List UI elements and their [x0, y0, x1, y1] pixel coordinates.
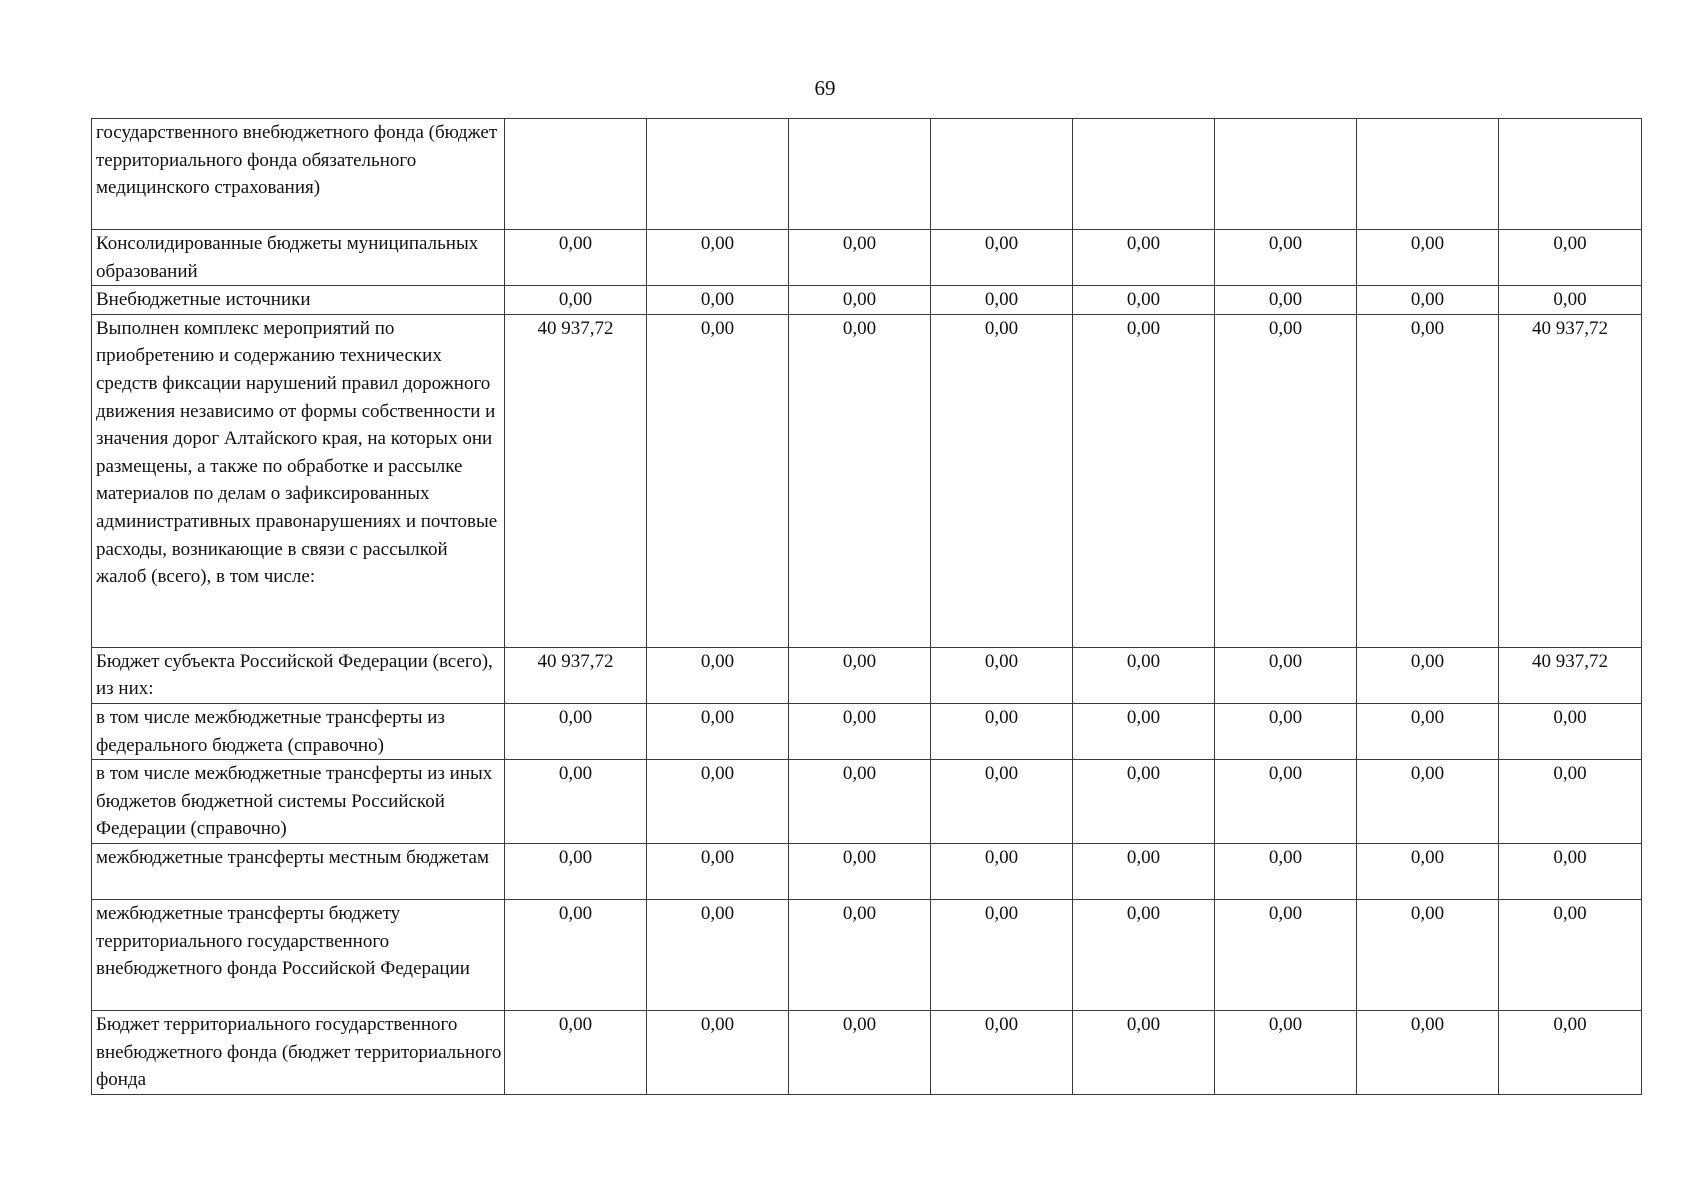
value-cell: 0,00 — [1357, 703, 1499, 759]
row-label: межбюджетные трансферты бюджету территориального государственного внебюджетного фонда Российской Федерации — [92, 900, 505, 1011]
value-cell: 0,00 — [1073, 230, 1215, 286]
value-cell: 0,00 — [1073, 314, 1215, 647]
value-cell: 0,00 — [647, 760, 789, 844]
value-cell: 0,00 — [1073, 844, 1215, 900]
value-cell: 0,00 — [1499, 760, 1642, 844]
value-cell: 0,00 — [789, 314, 931, 647]
value-cell: 0,00 — [647, 647, 789, 703]
value-cell: 0,00 — [1357, 230, 1499, 286]
value-cell: 0,00 — [1215, 286, 1357, 315]
value-cell: 0,00 — [1499, 844, 1642, 900]
value-cell — [647, 119, 789, 230]
value-cell: 0,00 — [1073, 286, 1215, 315]
value-cell: 0,00 — [505, 286, 647, 315]
value-cell: 0,00 — [1073, 760, 1215, 844]
value-cell: 0,00 — [931, 703, 1073, 759]
table-row — [92, 900, 1642, 1011]
value-cell: 0,00 — [1499, 1011, 1642, 1095]
row-label: межбюджетные трансферты местным бюджетам — [92, 844, 505, 900]
value-cell: 0,00 — [789, 647, 931, 703]
value-cell — [789, 119, 931, 230]
row-label: Выполнен комплекс мероприятий по приобретению и содержанию технических средств фиксации нарушений правил дорожного движения независимо от формы собственности и значения дорог Алтайского края, на которых они размещены, а также по обработке и рассылке материалов по делам о зафиксированных административных правонарушениях и почтовые расходы, возникающие в связи с рассылкой жалоб (всего), в том числе: — [92, 314, 505, 647]
value-cell: 0,00 — [1215, 1011, 1357, 1095]
row-label: Бюджет территориального государственного внебюджетного фонда (бюджет территориального фонда — [92, 1011, 505, 1095]
value-cell: 0,00 — [1499, 703, 1642, 759]
value-cell: 0,00 — [647, 1011, 789, 1095]
value-cell: 0,00 — [931, 1011, 1073, 1095]
value-cell: 0,00 — [1357, 1011, 1499, 1095]
value-cell: 0,00 — [1215, 760, 1357, 844]
value-cell: 40 937,72 — [505, 647, 647, 703]
value-cell: 0,00 — [1215, 703, 1357, 759]
value-cell: 0,00 — [931, 647, 1073, 703]
table-row — [92, 647, 1642, 703]
value-cell: 0,00 — [1073, 703, 1215, 759]
value-cell: 0,00 — [1073, 647, 1215, 703]
table-row — [92, 703, 1642, 759]
value-cell: 0,00 — [1357, 647, 1499, 703]
table-row — [92, 230, 1642, 286]
value-cell: 0,00 — [1499, 900, 1642, 1011]
value-cell: 0,00 — [931, 900, 1073, 1011]
value-cell: 0,00 — [931, 760, 1073, 844]
value-cell: 0,00 — [1215, 844, 1357, 900]
table-row — [92, 844, 1642, 900]
table-row — [92, 314, 1642, 647]
value-cell: 0,00 — [789, 286, 931, 315]
row-label: Бюджет субъекта Российской Федерации (всего), из них: — [92, 647, 505, 703]
value-cell: 0,00 — [1215, 900, 1357, 1011]
value-cell: 40 937,72 — [1499, 647, 1642, 703]
value-cell — [1357, 119, 1499, 230]
value-cell: 0,00 — [789, 230, 931, 286]
value-cell: 0,00 — [1357, 844, 1499, 900]
value-cell: 0,00 — [505, 760, 647, 844]
value-cell: 0,00 — [1215, 647, 1357, 703]
page-number: 69 — [814, 76, 836, 100]
value-cell: 0,00 — [789, 760, 931, 844]
value-cell: 0,00 — [647, 900, 789, 1011]
value-cell: 0,00 — [505, 844, 647, 900]
table-row — [92, 286, 1642, 315]
value-cell: 0,00 — [1357, 760, 1499, 844]
value-cell: 0,00 — [1357, 314, 1499, 647]
value-cell: 0,00 — [1357, 900, 1499, 1011]
value-cell: 0,00 — [647, 844, 789, 900]
value-cell: 0,00 — [647, 286, 789, 315]
value-cell: 0,00 — [1073, 1011, 1215, 1095]
value-cell: 40 937,72 — [505, 314, 647, 647]
value-cell: 0,00 — [789, 703, 931, 759]
value-cell — [1215, 119, 1357, 230]
value-cell — [505, 119, 647, 230]
value-cell: 0,00 — [1357, 286, 1499, 315]
table-row — [92, 1011, 1642, 1095]
value-cell: 0,00 — [505, 703, 647, 759]
value-cell: 0,00 — [505, 1011, 647, 1095]
value-cell: 0,00 — [931, 844, 1073, 900]
value-cell — [1499, 119, 1642, 230]
value-cell: 0,00 — [1215, 230, 1357, 286]
value-cell: 0,00 — [1499, 230, 1642, 286]
row-label: в том числе межбюджетные трансферты из федерального бюджета (справочно) — [92, 703, 505, 759]
value-cell: 0,00 — [505, 230, 647, 286]
value-cell — [931, 119, 1073, 230]
value-cell: 40 937,72 — [1499, 314, 1642, 647]
row-label: Внебюджетные источники — [92, 286, 505, 315]
row-label: Консолидированные бюджеты муниципальных образований — [92, 230, 505, 286]
value-cell: 0,00 — [647, 703, 789, 759]
value-cell: 0,00 — [789, 844, 931, 900]
value-cell: 0,00 — [789, 1011, 931, 1095]
value-cell: 0,00 — [789, 900, 931, 1011]
row-label: в том числе межбюджетные трансферты из иных бюджетов бюджетной системы Российской Федерации (справочно) — [92, 760, 505, 844]
row-label: государственного внебюджетного фонда (бюджет территориального фонда обязательного медицинского страхования) — [92, 119, 505, 230]
value-cell: 0,00 — [647, 314, 789, 647]
value-cell: 0,00 — [931, 286, 1073, 315]
value-cell — [1073, 119, 1215, 230]
budget-table — [91, 118, 1642, 1095]
table-row — [92, 760, 1642, 844]
value-cell: 0,00 — [1499, 286, 1642, 315]
table-row — [92, 119, 1642, 230]
value-cell: 0,00 — [931, 314, 1073, 647]
value-cell: 0,00 — [1215, 314, 1357, 647]
value-cell: 0,00 — [1073, 900, 1215, 1011]
value-cell: 0,00 — [505, 900, 647, 1011]
value-cell: 0,00 — [931, 230, 1073, 286]
value-cell: 0,00 — [647, 230, 789, 286]
